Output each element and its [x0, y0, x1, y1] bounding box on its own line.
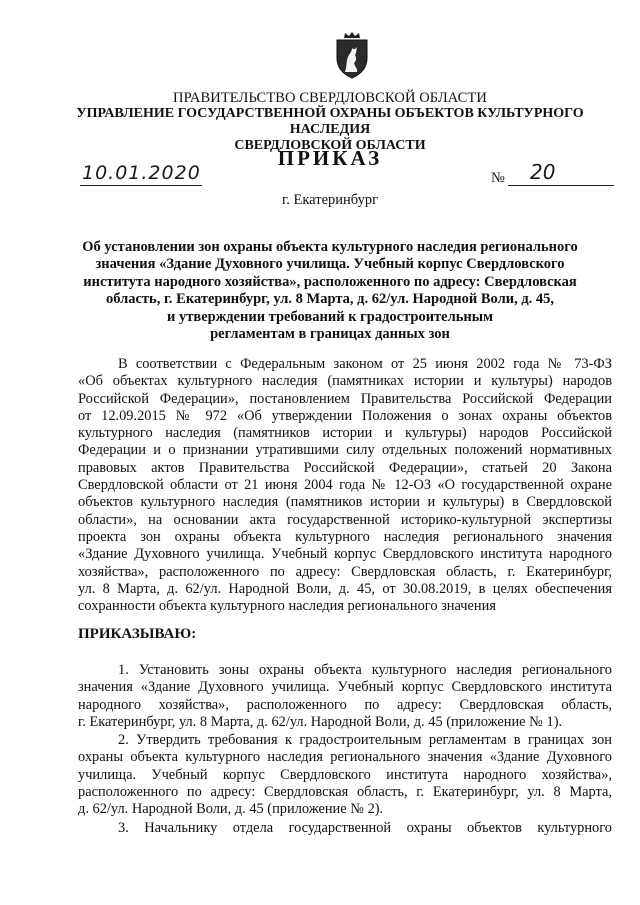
item-line: значения «Здание Духовного училища. Учебный корпус Свердловского института — [78, 679, 612, 696]
preamble-line: Свердловской области от 21 июня 2004 года № 12-ОЗ «О государственной охране — [78, 477, 612, 494]
item-line: 2. Утвердить требования к градостроительным регламентам в границах зон — [118, 732, 612, 748]
order-number: 20 — [530, 160, 556, 184]
preamble-paragraph — [78, 356, 612, 615]
item-line: 1. Установить зоны охраны объекта культурного наследия регионального — [118, 662, 612, 678]
preamble-line: «Здание Духовного училища. Учебный корпус Свердловского института народного — [78, 546, 612, 563]
preamble-line: «Об объектах культурного наследия (памятниках истории и культуры) народов — [78, 373, 612, 390]
order-date: 10.01.2020 — [82, 162, 201, 184]
department-line: УПРАВЛЕНИЕ ГОСУДАРСТВЕННОЙ ОХРАНЫ ОБЪЕКТОВ КУЛЬТУРНОГО НАСЛЕДИЯ — [76, 106, 584, 137]
document-title — [60, 239, 600, 343]
item-line: расположенного по адресу: Свердловская область, г. Екатеринбург, ул. 8 Марта, — [78, 783, 612, 800]
title-line: Об установлении зон охраны объекта культурного наследия регионального — [82, 239, 578, 255]
preamble-line: объектов культурного наследия (памятников истории и культуры) в Свердловской — [78, 494, 612, 511]
preamble-line: правовых актов Правительства Российской Федерации», статьей 20 Закона — [78, 459, 612, 476]
government-name: ПРАВИТЕЛЬСТВО СВЕРДЛОВСКОЙ ОБЛАСТИ — [173, 90, 487, 106]
title-line: область, г. Екатеринбург, ул. 8 Марта, д. 62/ул. Народной Воли, д. 45, — [105, 291, 555, 308]
date-underline — [80, 185, 202, 186]
city: г. Екатеринбург — [281, 192, 379, 208]
department-line: СВЕРДЛОВСКОЙ ОБЛАСТИ — [234, 138, 426, 153]
preamble-line: культурного наследия (памятников истории и культуры) народов Российской — [78, 425, 612, 442]
title-line: значения «Здание Духовного училища. Учебный корпус Свердловского — [95, 256, 565, 273]
preamble-line: от 12.09.2015 № 972 «Об утверждении Положения о зонах охраны объектов — [78, 407, 612, 424]
preamble-line: В соответствии с Федеральным законом от 25 июня 2002 года № 73-ФЗ — [118, 356, 612, 372]
title-line: регламентам в границах данных зон — [210, 326, 450, 343]
number-label: № — [491, 170, 505, 186]
preamble-line: проекта зон охраны объекта культурного наследия регионального значения — [78, 528, 612, 545]
order-item-2 — [78, 732, 612, 818]
preamble-line: Федерации и о признании утратившими силу отдельных положений нормативных — [78, 442, 612, 459]
item-line: училища. Учебный корпус Свердловского института народного хозяйства», — [78, 766, 612, 783]
item-line: охраны объекта культурного наследия регионального значения «Здание Духовного — [78, 749, 612, 766]
item-line: 3. Начальнику отдела государственной охраны объектов культурного — [118, 820, 612, 836]
preamble-line: сохранности объекта культурного наследия регионального значения — [78, 598, 496, 615]
item-line: г. Екатеринбург, ул. 8 Марта, д. 62/ул. Народной Воли, д. 45 (приложение № 1). — [78, 713, 563, 730]
preamble-line: хозяйства», расположенного по адресу: Свердловская область, г. Екатеринбург, — [78, 563, 612, 580]
item-line: народного хозяйства», расположенного по адресу: Свердловская область, — [78, 696, 612, 713]
order-item-3 — [78, 820, 612, 837]
order-heading: ПРИКАЗЫВАЮ: — [78, 626, 197, 642]
preamble-line: ул. 8 Марта, д. 62/ул. Народной Воли, д. 45, от 30.08.2019, в целях обеспечения — [78, 580, 612, 597]
preamble-line: области», на основании акта государственной историко-культурной экспертизы — [78, 511, 612, 528]
preamble-line: Российской Федерации», постановлением Правительства Российской Федерации — [78, 390, 612, 407]
document-type: ПРИКАЗ — [277, 146, 383, 170]
title-line: института народного хозяйства», расположенного по адресу: Свердловская — [83, 273, 577, 290]
title-line: и утверждении требований к градостроительным — [167, 308, 493, 325]
coat-of-arms-icon — [332, 30, 372, 80]
item-line: д. 62/ул. Народной Воли, д. 45 (приложение № 2). — [78, 801, 384, 818]
order-item-1 — [78, 662, 612, 731]
number-underline — [508, 185, 614, 186]
